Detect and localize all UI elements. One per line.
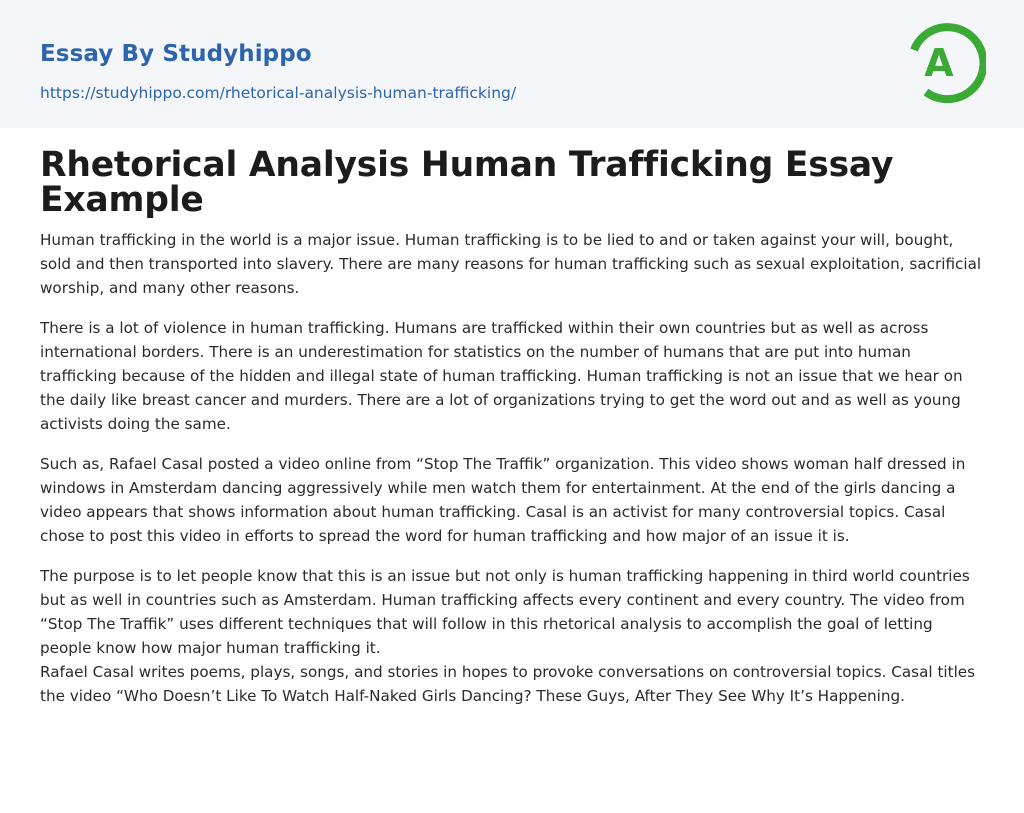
essay-body xyxy=(40,228,985,724)
site-header xyxy=(0,0,1024,128)
logo-icon[interactable] xyxy=(906,18,986,106)
site-brand[interactable]: Essay By Studyhippo xyxy=(40,41,312,67)
essay-paragraph: Human trafficking in the world is a major issue. Human trafficking is to be lied to and or taken against your will, bought, sold and then transported into slavery. There are many reasons for human trafficking such as sexual exploitation, sacrificial worship, and many other reasons. xyxy=(40,231,982,297)
essay-paragraph: The purpose is to let people know that this is an issue but not only is human trafficking happening in third world countries but as well in countries such as Amsterdam. Human trafficking affects every continent and every country. The video from “Stop The Traffik” uses different techniques that will follow in this rhetorical analysis to accomplish the goal of letting people know how major human trafficking it. xyxy=(40,567,970,657)
essay-paragraph: Rafael Casal writes poems, plays, songs, and stories in hopes to provoke conversations on controversial topics. Casal titles the video “Who Doesn’t Like To Watch Half-Naked Girls Dancing? These Guys, After They See Why It’s Happening. xyxy=(40,663,976,705)
essay-url-link[interactable]: https://studyhippo.com/rhetorical-analysis-human-trafficking/ xyxy=(40,84,517,102)
essay-title: Rhetorical Analysis Human Trafficking Essay Example xyxy=(40,145,894,220)
essay-paragraph: There is a lot of violence in human trafficking. Humans are trafficked within their own countries but as well as across international borders. There is an underestimation for statistics on the number of humans that are put into human trafficking because of the hidden and illegal state of human trafficking. Human trafficking is not an issue that we hear on the daily like breast cancer and murders. There are a lot of organizations trying to get the word out and as well as young activists doing the same. xyxy=(40,319,963,433)
logo-letter: A xyxy=(924,41,954,85)
essay-paragraph: Such as, Rafael Casal posted a video online from “Stop The Traffik” organization. This video shows woman half dressed in windows in Amsterdam dancing aggressively while men watch them for entertainment. At the end of the girls dancing a video appears that shows information about human trafficking. Casal is an activist for many controversial topics. Casal chose to post this video in efforts to spread the word for human trafficking and how major of an issue it is. xyxy=(40,455,966,545)
